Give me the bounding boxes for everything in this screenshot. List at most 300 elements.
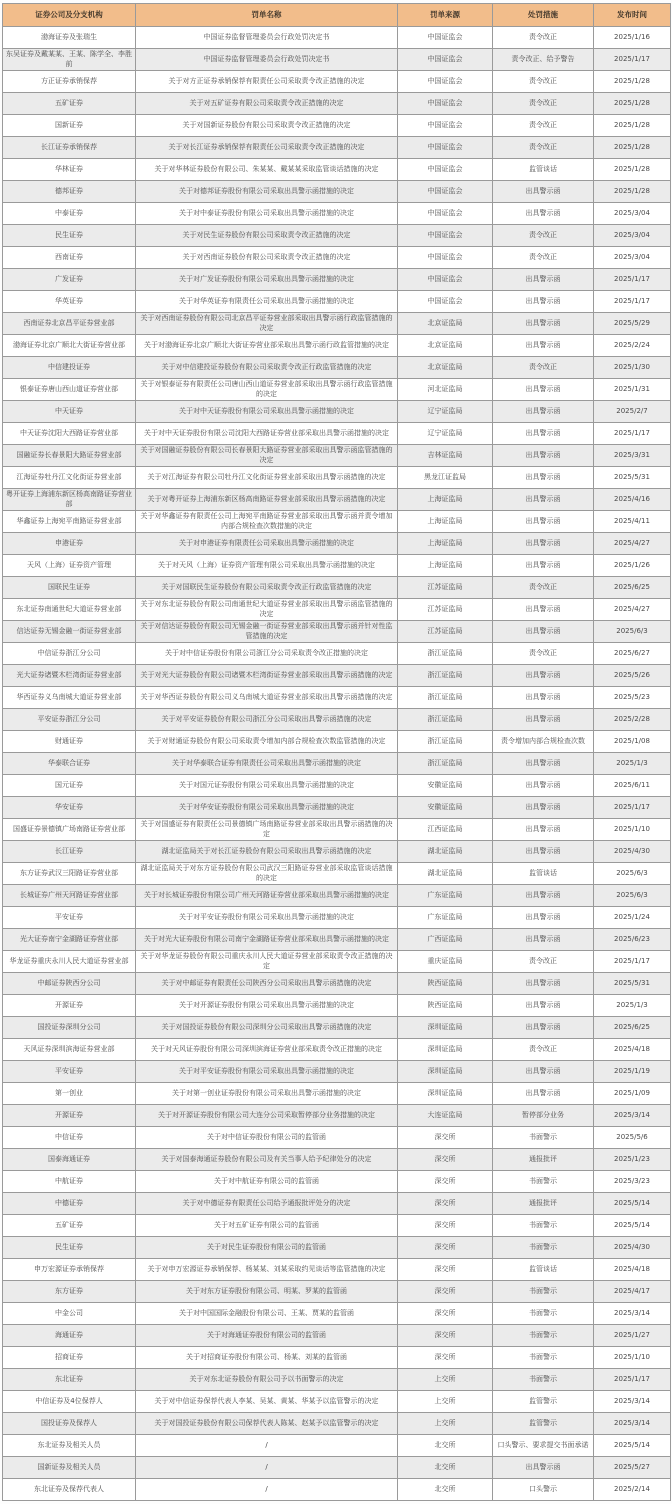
measure-cell: 责令改正 [493, 225, 594, 247]
publish-date-cell: 2025/1/31 [594, 379, 671, 401]
source-cell: 重庆证监局 [398, 951, 493, 973]
source-cell: 深圳证监局 [398, 1039, 493, 1061]
publish-date-cell: 2025/1/28 [594, 115, 671, 137]
company-cell: 长江证券承销保荐 [3, 137, 136, 159]
penalty-title-cell: 关于对华鑫证券有限责任公司上海宛平南路证券营业部采取出具警示函并责令增加内部合规检查次数措施的决定 [136, 511, 398, 533]
company-cell: 银泰证券唐山西山道证券营业部 [3, 379, 136, 401]
publish-date-cell: 2025/4/18 [594, 1259, 671, 1281]
penalty-title-cell: 关于对德邦证券股份有限公司采取出具警示函措施的决定 [136, 181, 398, 203]
company-cell: 华林证券 [3, 159, 136, 181]
company-cell: 长江证券 [3, 841, 136, 863]
publish-date-cell: 2025/6/3 [594, 621, 671, 643]
measure-cell: 出具警示函 [493, 423, 594, 445]
source-cell: 浙江证监局 [398, 709, 493, 731]
table-row [3, 775, 671, 797]
measure-cell: 监管警示 [493, 1413, 594, 1435]
company-cell: 天风（上海）证券资产管理 [3, 555, 136, 577]
company-cell: 华西证券义乌南城大道证券营业部 [3, 687, 136, 709]
company-cell: 华龙证券重庆永川人民大道证券营业部 [3, 951, 136, 973]
penalty-title-cell: 关于对华龙证券股份有限公司重庆永川人民大道证券营业部采取责令改正措施的决定 [136, 951, 398, 973]
publish-date-cell: 2025/5/14 [594, 1193, 671, 1215]
publish-date-cell: 2025/1/23 [594, 1149, 671, 1171]
penalty-title-cell: 关于对中信证券股份有限公司的监管函 [136, 1127, 398, 1149]
table-row [3, 1369, 671, 1391]
header-source: 罚单来源 [398, 4, 493, 27]
company-cell: 中邮证券陕西分公司 [3, 973, 136, 995]
table-row [3, 511, 671, 533]
penalty-title-cell: 关于对五矿证券有限公司采取责令改正措施的决定 [136, 93, 398, 115]
table-row [3, 335, 671, 357]
publish-date-cell: 2025/6/25 [594, 1017, 671, 1039]
penalty-title-cell: 关于对广发证券股份有限公司采取出具警示函措施的决定 [136, 269, 398, 291]
table-row [3, 973, 671, 995]
publish-date-cell: 2025/5/14 [594, 1215, 671, 1237]
publish-date-cell: 2025/1/17 [594, 49, 671, 71]
source-cell: 深交所 [398, 1347, 493, 1369]
company-cell: 华安证券 [3, 797, 136, 819]
company-cell: 广发证券 [3, 269, 136, 291]
company-cell: 西南证券北京昌平证券营业部 [3, 313, 136, 335]
company-cell: 中天证券沈阳大西路证券营业部 [3, 423, 136, 445]
measure-cell: 责令改正 [493, 951, 594, 973]
source-cell: 中国证监会 [398, 27, 493, 49]
publish-date-cell: 2025/3/04 [594, 225, 671, 247]
source-cell: 北京证监局 [398, 313, 493, 335]
company-cell: 东北证券及相关人员 [3, 1435, 136, 1457]
company-cell: 华英证券 [3, 291, 136, 313]
penalty-title-cell: 关于对长江证券承销保荐有限责任公司采取责令改正措施的决定 [136, 137, 398, 159]
source-cell: 湖北证监局 [398, 841, 493, 863]
header-measure: 处罚措施 [493, 4, 594, 27]
table-row [3, 1105, 671, 1127]
penalty-title-cell: 关于对华西证券股份有限公司义乌南城大道证券营业部采取出具警示函措施的决定 [136, 687, 398, 709]
table-row [3, 1171, 671, 1193]
table-row [3, 1083, 671, 1105]
penalty-title-cell: 关于对中天证券股份有限公司沈阳大西路证券营业部采取出具警示函措施的决定 [136, 423, 398, 445]
publish-date-cell: 2025/4/16 [594, 489, 671, 511]
measure-cell: 书面警示 [493, 1325, 594, 1347]
table-row [3, 1281, 671, 1303]
company-cell: 天风证券深圳滨海证券营业部 [3, 1039, 136, 1061]
source-cell: 深交所 [398, 1171, 493, 1193]
source-cell: 浙江证监局 [398, 665, 493, 687]
penalty-title-cell: 关于对西南证券股份有限公司北京昌平证券营业部采取出具警示函行政监管措施的决定 [136, 313, 398, 335]
company-cell: 民生证券 [3, 1237, 136, 1259]
source-cell: 辽宁证监局 [398, 401, 493, 423]
measure-cell: 责令改正 [493, 27, 594, 49]
publish-date-cell: 2025/4/30 [594, 841, 671, 863]
publish-date-cell: 2025/6/27 [594, 643, 671, 665]
company-cell: 国融证券长春景阳大路证券营业部 [3, 445, 136, 467]
source-cell: 深交所 [398, 1237, 493, 1259]
penalty-title-cell: / [136, 1479, 398, 1501]
publish-date-cell: 2025/1/10 [594, 819, 671, 841]
company-cell: 申港证券 [3, 533, 136, 555]
measure-cell: 出具警示函 [493, 533, 594, 555]
company-cell: 中信证券 [3, 1127, 136, 1149]
publish-date-cell: 2025/4/17 [594, 1281, 671, 1303]
source-cell: 中国证监会 [398, 115, 493, 137]
table-row [3, 1457, 671, 1479]
source-cell: 北京证监局 [398, 335, 493, 357]
company-cell: 中航证券 [3, 1171, 136, 1193]
publish-date-cell: 2025/3/14 [594, 1105, 671, 1127]
publish-date-cell: 2025/1/27 [594, 1325, 671, 1347]
table-row [3, 819, 671, 841]
table-row [3, 555, 671, 577]
source-cell: 深交所 [398, 1149, 493, 1171]
penalty-title-cell: 关于对中信建投证券股份有限公司采取责令改正行政监管措施的决定 [136, 357, 398, 379]
source-cell: 浙江证监局 [398, 643, 493, 665]
table-row [3, 401, 671, 423]
table-row [3, 291, 671, 313]
publish-date-cell: 2025/3/04 [594, 203, 671, 225]
measure-cell: 出具警示函 [493, 1061, 594, 1083]
publish-date-cell: 2025/3/23 [594, 1171, 671, 1193]
measure-cell: 监管谈话 [493, 159, 594, 181]
source-cell: 中国证监会 [398, 93, 493, 115]
measure-cell: 出具警示函 [493, 687, 594, 709]
company-cell: 财通证券 [3, 731, 136, 753]
measure-cell: 出具警示函 [493, 973, 594, 995]
penalty-title-cell: 关于对申港证券有限责任公司采取出具警示函措施的决定 [136, 533, 398, 555]
publish-date-cell: 2025/5/27 [594, 1457, 671, 1479]
measure-cell: 监管谈话 [493, 863, 594, 885]
table-row [3, 445, 671, 467]
company-cell: 长城证券广州天河路证券营业部 [3, 885, 136, 907]
penalty-title-cell: 关于对西南证券股份有限公司采取责令改正措施的决定 [136, 247, 398, 269]
source-cell: 中国证监会 [398, 181, 493, 203]
company-cell: 海通证券 [3, 1325, 136, 1347]
publish-date-cell: 2025/1/16 [594, 27, 671, 49]
table-row [3, 225, 671, 247]
table-row [3, 1435, 671, 1457]
source-cell: 深交所 [398, 1259, 493, 1281]
company-cell: 华鑫证券上海宛平南路证券营业部 [3, 511, 136, 533]
publish-date-cell: 2025/6/23 [594, 929, 671, 951]
penalty-title-cell: 关于对光大证券股份有限公司诸暨木栏湾街证券营业部采取出具警示函措施的决定 [136, 665, 398, 687]
publish-date-cell: 2025/1/28 [594, 93, 671, 115]
publish-date-cell: 2025/3/04 [594, 247, 671, 269]
table-row [3, 995, 671, 1017]
company-cell: 平安证券 [3, 907, 136, 929]
measure-cell: 出具警示函 [493, 1083, 594, 1105]
source-cell: 上交所 [398, 1413, 493, 1435]
source-cell: 上海证监局 [398, 533, 493, 555]
publish-date-cell: 2025/5/26 [594, 665, 671, 687]
company-cell: 民生证券 [3, 225, 136, 247]
penalty-title-cell: 关于对民生证券股份有限公司的监管函 [136, 1237, 398, 1259]
table-row [3, 621, 671, 643]
penalty-title-cell: 关于对开源证券股份有限公司采取出具警示函措施的决定 [136, 995, 398, 1017]
publish-date-cell: 2025/2/24 [594, 335, 671, 357]
measure-cell: 责令改正 [493, 247, 594, 269]
source-cell: 深圳证监局 [398, 1017, 493, 1039]
source-cell: 北交所 [398, 1457, 493, 1479]
table-row [3, 1215, 671, 1237]
publish-date-cell: 2025/4/27 [594, 599, 671, 621]
source-cell: 浙江证监局 [398, 753, 493, 775]
measure-cell: 出具警示函 [493, 291, 594, 313]
measure-cell: 书面警示 [493, 1347, 594, 1369]
company-cell: 渤海证券北京广顺北大街证券营业部 [3, 335, 136, 357]
company-cell: 招商证券 [3, 1347, 136, 1369]
table-row [3, 885, 671, 907]
table-row [3, 687, 671, 709]
publish-date-cell: 2025/3/14 [594, 1413, 671, 1435]
source-cell: 深交所 [398, 1193, 493, 1215]
publish-date-cell: 2025/1/28 [594, 159, 671, 181]
company-cell: 国盛证券景德镇广场南路证券营业部 [3, 819, 136, 841]
penalty-title-cell: 关于对国泰海通证券股份有限公司及有关当事人给予纪律处分的决定 [136, 1149, 398, 1171]
company-cell: 平安证券浙江分公司 [3, 709, 136, 731]
measure-cell: 通报批评 [493, 1193, 594, 1215]
measure-cell: 口头警示 [493, 1479, 594, 1501]
source-cell: 上海证监局 [398, 555, 493, 577]
measure-cell: 暂停部分业务 [493, 1105, 594, 1127]
measure-cell: 出具警示函 [493, 269, 594, 291]
table-row [3, 863, 671, 885]
penalty-title-cell: 关于对中信证券保荐代表人李某、吴某、黄某、华某予以监管警示的决定 [136, 1391, 398, 1413]
table-row [3, 159, 671, 181]
measure-cell: 出具警示函 [493, 753, 594, 775]
source-cell: 深交所 [398, 1127, 493, 1149]
publish-date-cell: 2025/1/17 [594, 291, 671, 313]
measure-cell: 出具警示函 [493, 445, 594, 467]
source-cell: 中国证监会 [398, 71, 493, 93]
measure-cell: 责令改正 [493, 115, 594, 137]
measure-cell: 责令改正 [493, 1039, 594, 1061]
publish-date-cell: 2025/3/31 [594, 445, 671, 467]
measure-cell: 出具警示函 [493, 203, 594, 225]
measure-cell: 出具警示函 [493, 841, 594, 863]
company-cell: 东北证券及保荐代表人 [3, 1479, 136, 1501]
measure-cell: 责令改正 [493, 577, 594, 599]
penalty-title-cell: 关于对国联民生证券股份有限公司采取责令改正行政监管措施的决定 [136, 577, 398, 599]
company-cell: 中德证券 [3, 1193, 136, 1215]
penalty-title-cell: 关于对华安证券股份有限公司采取出具警示函措施的决定 [136, 797, 398, 819]
source-cell: 广东证监局 [398, 885, 493, 907]
company-cell: 西南证券 [3, 247, 136, 269]
penalty-title-cell: 关于对中航证券有限公司的监管函 [136, 1171, 398, 1193]
table-row [3, 1479, 671, 1501]
penalty-title-cell: 关于对国投证券股份有限公司深圳分公司采取出具警示函措施的决定 [136, 1017, 398, 1039]
measure-cell: 出具警示函 [493, 599, 594, 621]
penalty-title-cell: 关于对粤开证券上海浦东新区杨高南路证券营业部采取出具警示函措施的决定 [136, 489, 398, 511]
publish-date-cell: 2025/1/17 [594, 269, 671, 291]
publish-date-cell: 2025/4/18 [594, 1039, 671, 1061]
company-cell: 国投证券深圳分公司 [3, 1017, 136, 1039]
table-row [3, 71, 671, 93]
source-cell: 浙江证监局 [398, 731, 493, 753]
table-row [3, 247, 671, 269]
table-row [3, 709, 671, 731]
measure-cell: 书面警示 [493, 1303, 594, 1325]
measure-cell: 出具警示函 [493, 709, 594, 731]
penalty-title-cell: 关于对天风（上海）证券资产管理有限公司采取出具警示函措施的决定 [136, 555, 398, 577]
publish-date-cell: 2025/1/26 [594, 555, 671, 577]
table-body [3, 27, 671, 1501]
table-row [3, 313, 671, 335]
table-row [3, 841, 671, 863]
measure-cell: 监管警示 [493, 1391, 594, 1413]
source-cell: 深交所 [398, 1281, 493, 1303]
table-row [3, 577, 671, 599]
table-row [3, 489, 671, 511]
publish-date-cell: 2025/1/17 [594, 797, 671, 819]
company-cell: 光大证券诸暨木栏湾街证券营业部 [3, 665, 136, 687]
measure-cell: 出具警示函 [493, 797, 594, 819]
measure-cell: 出具警示函 [493, 775, 594, 797]
measure-cell: 责令改正 [493, 643, 594, 665]
source-cell: 北京证监局 [398, 357, 493, 379]
publish-date-cell: 2025/5/31 [594, 973, 671, 995]
company-cell: 国新证券 [3, 115, 136, 137]
measure-cell: 书面警示 [493, 1237, 594, 1259]
penalty-title-cell: 关于对国元证券股份有限公司采取出具警示函措施的决定 [136, 775, 398, 797]
source-cell: 安徽证监局 [398, 775, 493, 797]
penalty-title-cell: 关于对海通证券股份有限公司的监管函 [136, 1325, 398, 1347]
measure-cell: 出具警示函 [493, 313, 594, 335]
company-cell: 东方证券武汉三阳路证券营业部 [3, 863, 136, 885]
measure-cell: 出具警示函 [493, 885, 594, 907]
measure-cell: 出具警示函 [493, 335, 594, 357]
table-row [3, 93, 671, 115]
publish-date-cell: 2025/1/24 [594, 907, 671, 929]
company-cell: 国联民生证券 [3, 577, 136, 599]
source-cell: 广东证监局 [398, 907, 493, 929]
publish-date-cell: 2025/1/28 [594, 137, 671, 159]
table-row [3, 1039, 671, 1061]
company-cell: 国新证券及相关人员 [3, 1457, 136, 1479]
measure-cell: 出具警示函 [493, 621, 594, 643]
publish-date-cell: 2025/1/10 [594, 1347, 671, 1369]
measure-cell: 出具警示函 [493, 907, 594, 929]
company-cell: 五矿证券 [3, 1215, 136, 1237]
penalty-title-cell: 关于对财通证券股份有限公司采取责令增加内部合规检查次数监管措施的决定 [136, 731, 398, 753]
measure-cell: 书面警示 [493, 1127, 594, 1149]
source-cell: 河北证监局 [398, 379, 493, 401]
measure-cell: 出具警示函 [493, 819, 594, 841]
measure-cell: 责令增加内部合规检查次数 [493, 731, 594, 753]
penalty-title-cell: 关于对银泰证券有限责任公司唐山西山道证券营业部采取出具警示函行政监管措施的决定 [136, 379, 398, 401]
source-cell: 中国证监会 [398, 269, 493, 291]
penalty-title-cell: 关于对国新证券股份有限公司采取责令改正措施的决定 [136, 115, 398, 137]
measure-cell: 出具警示函 [493, 401, 594, 423]
measure-cell: 书面警示 [493, 1281, 594, 1303]
measure-cell: 出具警示函 [493, 379, 594, 401]
penalty-title-cell: 关于对国融证券股份有限公司长春景阳大路证券营业部采取出具警示函监管措施的决定 [136, 445, 398, 467]
publish-date-cell: 2025/1/28 [594, 71, 671, 93]
publish-date-cell: 2025/5/29 [594, 313, 671, 335]
table-row [3, 1303, 671, 1325]
source-cell: 辽宁证监局 [398, 423, 493, 445]
source-cell: 中国证监会 [398, 159, 493, 181]
measure-cell: 责令改正 [493, 137, 594, 159]
table-row [3, 1259, 671, 1281]
penalty-title-cell: 关于对信达证券股份有限公司无锡金融一街证券营业部采取出具警示函并针对性监管措施的决定 [136, 621, 398, 643]
header-row [3, 4, 671, 27]
penalty-title-cell: 关于对东北证券股份有限公司南通世纪大道证券营业部采取出具警示函监管措施的决定 [136, 599, 398, 621]
table-row [3, 753, 671, 775]
publish-date-cell: 2025/5/14 [594, 1435, 671, 1457]
company-cell: 华泰联合证券 [3, 753, 136, 775]
measure-cell: 责令改正、给予警告 [493, 49, 594, 71]
company-cell: 第一创业 [3, 1083, 136, 1105]
source-cell: 江西证监局 [398, 819, 493, 841]
publish-date-cell: 2025/2/14 [594, 1479, 671, 1501]
source-cell: 安徽证监局 [398, 797, 493, 819]
source-cell: 上交所 [398, 1391, 493, 1413]
table-row [3, 1017, 671, 1039]
source-cell: 北交所 [398, 1479, 493, 1501]
measure-cell: 责令改正 [493, 357, 594, 379]
measure-cell: 责令改正 [493, 71, 594, 93]
source-cell: 吉林证监局 [398, 445, 493, 467]
publish-date-cell: 2025/6/3 [594, 885, 671, 907]
company-cell: 五矿证券 [3, 93, 136, 115]
source-cell: 陕西证监局 [398, 995, 493, 1017]
source-cell: 北交所 [398, 1435, 493, 1457]
table-row [3, 1127, 671, 1149]
table-row [3, 181, 671, 203]
table-row [3, 1149, 671, 1171]
table-row [3, 1347, 671, 1369]
company-cell: 江海证券牡丹江文化街证券营业部 [3, 467, 136, 489]
company-cell: 国投证券及保荐人 [3, 1413, 136, 1435]
table-row [3, 665, 671, 687]
company-cell: 开源证券 [3, 1105, 136, 1127]
company-cell: 粤开证券上海浦东新区杨高南路证券营业部 [3, 489, 136, 511]
source-cell: 江苏证监局 [398, 599, 493, 621]
table-row [3, 357, 671, 379]
measure-cell: 出具警示函 [493, 555, 594, 577]
measure-cell: 出具警示函 [493, 1017, 594, 1039]
publish-date-cell: 2025/1/17 [594, 1369, 671, 1391]
table-row [3, 797, 671, 819]
table-row [3, 643, 671, 665]
penalty-title-cell: 关于对中泰证券股份有限公司采取出具警示函措施的决定 [136, 203, 398, 225]
penalty-title-cell: 关于对天风证券股份有限公司深圳滨海证券营业部采取责令改正措施的决定 [136, 1039, 398, 1061]
company-cell: 东方证券 [3, 1281, 136, 1303]
penalty-title-cell: 关于对中天证券股份有限公司采取出具警示函措施的决定 [136, 401, 398, 423]
penalty-title-cell: 关于对中邮证券有限责任公司陕西分公司采取出具警示函措施的决定 [136, 973, 398, 995]
company-cell: 中金公司 [3, 1303, 136, 1325]
penalty-title-cell: 关于对中德证券有限责任公司给予通报批评处分的决定 [136, 1193, 398, 1215]
penalty-table [2, 3, 671, 1501]
publish-date-cell: 2025/5/31 [594, 467, 671, 489]
table-row [3, 731, 671, 753]
penalty-title-cell: 关于对华林证券股份有限公司、朱某某、戴某某采取监管谈话措施的决定 [136, 159, 398, 181]
penalty-title-cell: 关于对平安证券股份有限公司采取出具警示函措施的决定 [136, 907, 398, 929]
publish-date-cell: 2025/6/11 [594, 775, 671, 797]
measure-cell: 出具警示函 [493, 467, 594, 489]
measure-cell: 出具警示函 [493, 665, 594, 687]
company-cell: 东北证券 [3, 1369, 136, 1391]
penalty-title-cell: 关于对五矿证券有限公司的监管函 [136, 1215, 398, 1237]
publish-date-cell: 2025/3/14 [594, 1303, 671, 1325]
publish-date-cell: 2025/5/23 [594, 687, 671, 709]
source-cell: 陕西证监局 [398, 973, 493, 995]
source-cell: 上交所 [398, 1369, 493, 1391]
publish-date-cell: 2025/2/28 [594, 709, 671, 731]
penalty-title-cell: 关于对方正证券承销保荐有限责任公司采取责令改正措施的决定 [136, 71, 398, 93]
publish-date-cell: 2025/1/28 [594, 181, 671, 203]
measure-cell: 书面警示 [493, 1215, 594, 1237]
penalty-title-cell: 关于对东方证券股份有限公司、明某、罗某的监管函 [136, 1281, 398, 1303]
publish-date-cell: 2025/1/17 [594, 423, 671, 445]
table-row [3, 1325, 671, 1347]
